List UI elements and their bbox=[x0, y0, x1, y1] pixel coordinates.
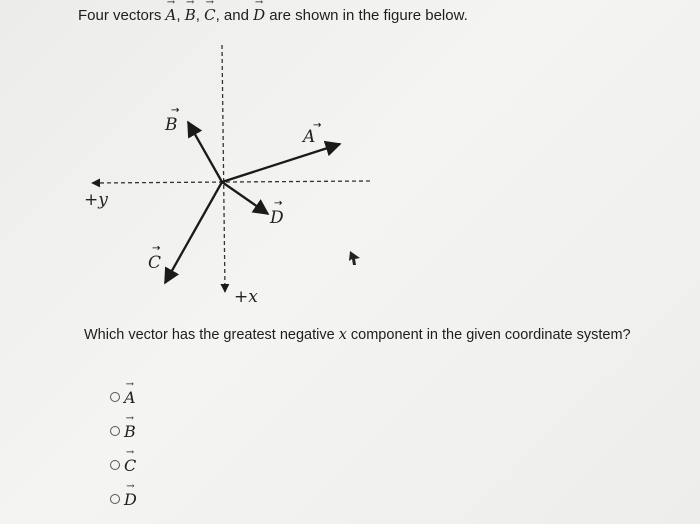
label-d-arrow-icon: → bbox=[274, 198, 283, 209]
option-d[interactable] bbox=[110, 482, 137, 516]
label-plus-x: +x bbox=[234, 287, 258, 307]
label-b-arrow-icon: → bbox=[171, 105, 180, 116]
label-vector-a: A bbox=[303, 127, 316, 147]
label-plus-y: +y bbox=[84, 190, 108, 210]
radio-c[interactable] bbox=[110, 460, 120, 470]
cursor-arrow-icon bbox=[349, 251, 360, 265]
label-a-arrow-icon: → bbox=[313, 120, 322, 131]
vector-c-symbol: → C bbox=[204, 6, 215, 24]
vector-a-arrow bbox=[222, 144, 340, 182]
label-c-arrow-icon: → bbox=[152, 243, 161, 254]
option-a[interactable] bbox=[110, 380, 137, 414]
option-d-label: → D bbox=[124, 490, 137, 509]
option-c[interactable] bbox=[110, 448, 137, 482]
option-b-label: → B bbox=[124, 422, 136, 441]
radio-d[interactable] bbox=[110, 494, 120, 504]
y-axis-line bbox=[92, 181, 370, 183]
statement-prefix: Four vectors bbox=[78, 7, 166, 24]
question-suffix: component in the given coordinate system? bbox=[346, 327, 631, 343]
answer-options bbox=[110, 380, 137, 516]
question-text bbox=[84, 327, 631, 343]
radio-b[interactable] bbox=[110, 426, 120, 436]
question-var: x bbox=[338, 327, 347, 343]
label-vector-d: D bbox=[270, 208, 284, 228]
option-c-label: → C bbox=[124, 456, 136, 475]
vector-b-symbol: → B bbox=[185, 6, 196, 24]
statement-sep2: , bbox=[195, 7, 205, 24]
statement-suffix: are shown in the figure below. bbox=[265, 7, 468, 24]
label-vector-b: B bbox=[165, 115, 178, 135]
option-a-label: → A bbox=[124, 388, 136, 407]
question-prefix: Which vector has the greatest negative bbox=[84, 327, 339, 343]
vector-b-arrow bbox=[188, 122, 222, 182]
statement-sep1: , bbox=[176, 7, 185, 24]
vector-a-symbol: → A bbox=[166, 6, 177, 24]
vector-c-arrow bbox=[165, 182, 222, 283]
statement-and: , and bbox=[215, 7, 254, 24]
label-vector-c: C bbox=[148, 253, 162, 273]
vector-d-symbol: → D bbox=[253, 6, 265, 24]
radio-a[interactable] bbox=[110, 392, 120, 402]
vector-d-arrow bbox=[222, 182, 268, 214]
x-axis-line bbox=[222, 45, 225, 292]
option-b[interactable] bbox=[110, 414, 137, 448]
